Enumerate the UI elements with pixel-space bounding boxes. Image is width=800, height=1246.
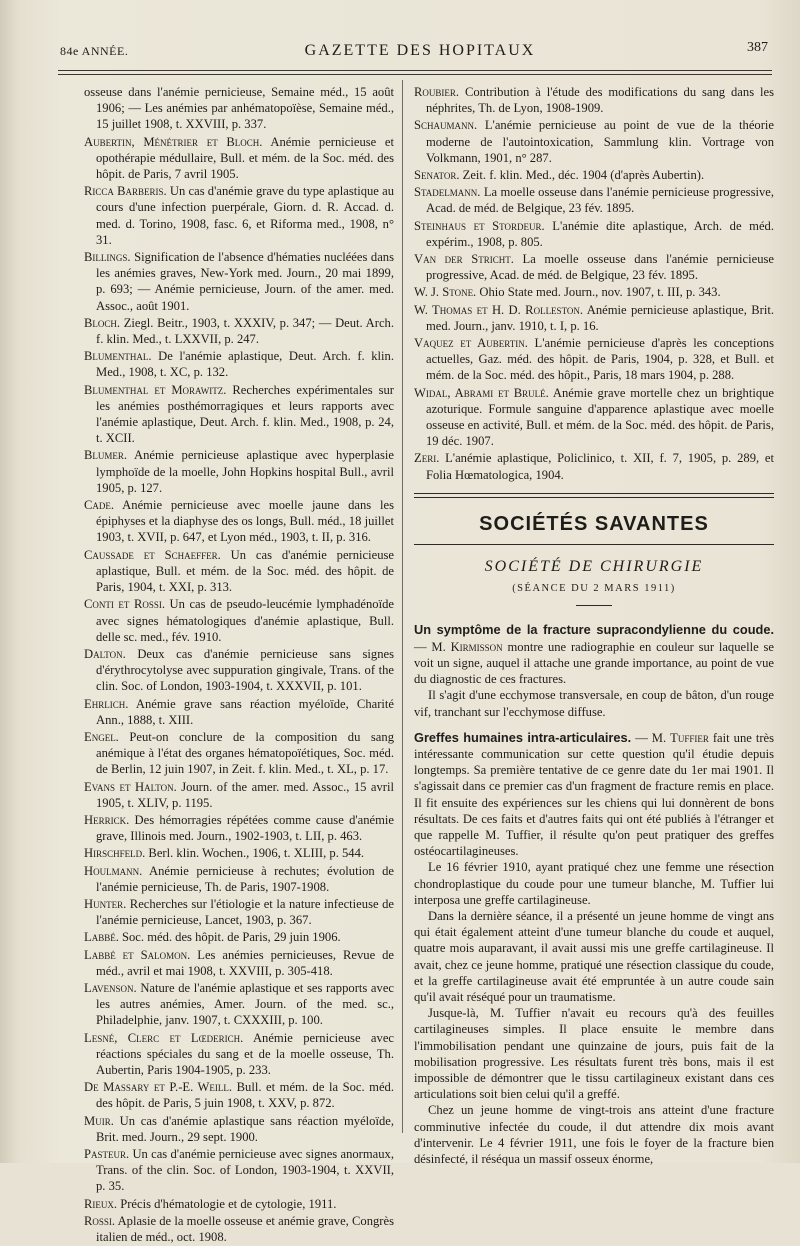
reference-author: Blumenthal. — [84, 349, 152, 364]
reference-entry — [414, 218, 774, 250]
page-header — [58, 32, 782, 72]
reference-entry — [84, 547, 394, 596]
right-column-references — [414, 84, 774, 483]
reference-entry — [84, 1213, 394, 1245]
article-kirmisson-para-2: Il s'agit d'une ecchymose transversale, en coup de bâton, d'un rouge vif, tranchant sur l'ecchymose diffuse. — [414, 688, 774, 719]
reference-author: Engel. — [84, 729, 119, 744]
reference-text: Un cas de pseudo-leucémie lymphadénoïde avec signes hématologiques d'anémie aplastique, Bull. delle sc. med., fév. 1910. — [96, 597, 394, 644]
reference-text: L'anémie aplastique, Policlinico, t. XII, f. 7, 1905, p. 289, et Folia Hœmatologica, 1904. — [426, 451, 774, 482]
reference-text: Signification de l'absence d'hématies nucléées dans les anémies graves, New-York med. Journ., 20 mai 1899, p. 693; — Anémie pernicieuse, Journ. of the amer. med. Assoc., août 1901. — [96, 250, 394, 313]
author-tuffier: Tuffier — [670, 730, 709, 745]
reference-entry — [84, 646, 394, 695]
article-tuffier-para-5: Chez un jeune homme de vingt-trois ans atteint d'une fracture comminutive infectée du coude, il dut attendre dix mois avant d'intervenir. Le 4 février 1911, une fois le foyer de la fracture bien désinfecté, il réséqua un massif osseux énorme, — [414, 1103, 774, 1166]
reference-text: Journ. of the amer. med. Assoc., 15 avril 1905, t. XLIV, p. 1195. — [96, 779, 394, 810]
reference-entry — [84, 249, 394, 314]
column-divider — [402, 80, 403, 1133]
reference-author: Conti et Rossi. — [84, 597, 166, 612]
reference-author: Dalton. — [84, 646, 126, 661]
reference-text: Zeit. f. klin. Med., déc. 1904 (d'après Aubertin). — [459, 168, 705, 183]
society-name: SOCIÉTÉ DE CHIRURGIE — [484, 558, 704, 576]
reference-entry — [84, 134, 394, 183]
reference-text: Un cas d'anémie pernicieuse avec signes anormaux, Trans. of the clin. Soc. of London, 1903-1904, t. XXVII, p. 35. — [96, 1147, 394, 1194]
right-column — [414, 84, 774, 1167]
reference-author: W. Thomas et H. D. Rolleston. — [414, 302, 584, 317]
short-rule — [576, 605, 612, 606]
reference-entry — [84, 382, 394, 447]
article-kirmisson-para-1: Un symptôme de la fracture supracondylienne du coude. — M. Kirmisson montre une radiographie en couleur sur laquelle se voit un signe, auquel il attache une grande importance, au point de vue du diagnostic de ces fractures. — [414, 622, 774, 687]
reference-text: L'anémie dite aplastique, Arch. de méd. expérim., 1908, p. 805. — [426, 218, 774, 249]
reference-text: Anémie pernicieuse et opothérapie médullaire, Bull. et mém. de la Soc. méd. des hôpit. de Paris, 7 avril 1905. — [96, 134, 394, 182]
left-column-references — [84, 84, 394, 1246]
reference-entry — [414, 84, 774, 116]
session-date: (SÉANCE DU 2 MARS 1911) — [512, 583, 676, 595]
reference-author: Pasteur. — [84, 1147, 130, 1161]
issue-label: 84e ANNÉE. — [60, 44, 129, 58]
reference-author: Billings. — [84, 250, 131, 265]
reference-text: Aplasie de la moelle osseuse et anémie grave, Congrès italien de méd., oct. 1908. — [96, 1213, 394, 1245]
reference-entry — [84, 1196, 394, 1212]
reference-text: Des hémorragies répétées comme cause d'anémie grave, Illinois med. Journ., 1902-1903, t. LII, p. 463. — [96, 812, 394, 844]
reference-author: Caussade et Schaeffer. — [84, 547, 221, 562]
reference-entry — [84, 980, 394, 1029]
reference-entry — [414, 167, 774, 183]
reference-text: Deux cas d'anémie pernicieuse sans signes d'érythrocytolyse avec suppuration gingivale, Trans. of the clin. Soc. of London, 1903-1904, t. XXXVII, p. 101. — [96, 646, 394, 694]
reference-author: Roubier. — [414, 85, 460, 99]
reference-entry — [84, 779, 394, 811]
reference-author: Vaquez et Aubertin. — [414, 336, 528, 351]
header-rule — [58, 70, 772, 71]
reference-author: Aubertin, Ménétrier et Bloch. — [84, 134, 263, 149]
journal-title: GAZETTE DES HOPITAUX — [304, 42, 536, 59]
author-kirmisson: Kirmisson — [450, 639, 503, 654]
reference-entry — [84, 1146, 394, 1195]
reference-text: Anémie pernicieuse avec moelle jaune dans les épiphyses et la diaphyse des os longs, Bull. méd., 18 juillet 1903, t. XVII, p. 647, et Lyon méd., 1903, t. II, p. 316. — [96, 498, 394, 545]
reference-author: Schaumann. — [414, 118, 478, 133]
reference-text: Soc. méd. des hôpit. de Paris, 29 juin 1906. — [118, 930, 341, 945]
reference-entry — [84, 183, 394, 248]
reference-text: Un cas d'anémie grave du type aplastique au cours d'une infection puerpérale, Giorn. d. R. Accad. d. med. d. Torino, 1908, fasc. 6, et Riforma med., 1908, n° 31. — [96, 184, 395, 247]
reference-author: Senator. — [414, 168, 460, 183]
reference-text: Anémie grave mortelle chez un brightique azoturique. Formule sanguine d'apparence aplastique avec moelle osseuse en activité, Bull. et mém. de la Soc. méd. des hôpit. de Paris, 19 déc. 1907. — [426, 385, 774, 449]
reference-text: Anémie pernicieuse avec réactions spéciales du sang et de la moelle osseuse, Th. Aubertin, Paris 1904-1905, p. 233. — [96, 1030, 394, 1077]
reference-entry — [84, 497, 394, 546]
article-tuffier-para-1: Greffes humaines intra-articulaires. — M. Tuffier fait une très intéressante communication sur cette question qu'il étudie depuis longtemps. Sa première tentative de ce genre date du 1er mai 1901. Il s'agissait dans ce premier cas d'un fragment de fracture remis en place. Il fit ensuite des expériences sur les chiens qui lui donnèrent de bons résultats. De ces faits et d'autres faits qui ont été publiés à l'étranger et que rappelle M. Tuffier, il résulte qu'on peut pratiquer des greffes ostéocartilagineuses. — [414, 729, 775, 859]
reference-entry — [414, 335, 774, 384]
reference-author: Houlmann. — [84, 863, 143, 878]
reference-text: Contribution à l'étude des modifications du sang dans les néphrites, Th. de Lyon, 1908-1909. — [426, 85, 774, 116]
reference-text: De l'anémie aplastique, Deut. Arch. f. klin. Med., 1908, t. XC, p. 132. — [96, 349, 394, 380]
reference-author: Lesné, Clerc et Lœderich. — [84, 1030, 244, 1045]
section-title: SOCIÉTÉS SAVANTES — [479, 512, 709, 535]
reference-entry — [84, 845, 394, 861]
reference-author: Rieux. — [84, 1196, 118, 1211]
reference-author: Ehrlich. — [84, 696, 129, 711]
section-title-rule — [414, 544, 774, 545]
reference-entry — [84, 696, 394, 728]
reference-entry — [84, 447, 394, 496]
header-rule-secondary — [58, 74, 772, 75]
reference-author: Rossi. — [84, 1213, 116, 1228]
reference-text: Anémie grave sans réaction myéloïde, Charité Ann., 1888, t. XIII. — [96, 696, 394, 727]
reference-entry — [84, 929, 394, 945]
reference-author: W. J. Stone. — [414, 285, 477, 300]
reference-author: De Massary et P.-E. Weill. — [84, 1080, 233, 1095]
reference-author: Ricca Barberis. — [84, 184, 167, 199]
reference-author: Stadelmann. — [414, 185, 481, 200]
reference-entry — [84, 1030, 394, 1079]
page-number: 387 — [747, 40, 768, 55]
reference-entry — [84, 863, 394, 895]
reference-text: osseuse dans l'anémie pernicieuse, Semaine méd., 15 août 1906; — Les anémies par anhématopoïèse, Semaine méd., 15 juillet 1908, t. XXVIII, p. 337. — [84, 85, 394, 132]
reference-entry — [84, 812, 394, 844]
reference-author: Muir. — [84, 1113, 114, 1128]
reference-entry — [84, 1113, 394, 1145]
article-tuffier-para-3: Dans la dernière séance, il a présenté un jeune homme de vingt ans qui était également atteint d'une tumeur blanche du coude et auquel, quatre mois auparavant, il avait aussi mis une greffe cartilagineuse. Il avait, chez ce jeune homme, pratiqué une résection classique du coude, et la greffe cartilagineuse avait été empruntée à un autre coude sain qu'il avait réséqué pour un traumatisme. — [414, 908, 774, 1004]
article-tuffier-para-4: Jusque-là, M. Tuffier n'avait eu recours qu'à des feuilles cartilagineuses simples. Il place ensuite le membre dans l'immobilisation pendant une quinzaine de jours, puis fait de la mobilisation progressive. Les résultats furent très bons, mais il est impossible de démontrer que le tissu cartilagineux existant dans ces articulations soit bien celui qu'il a greffé. — [414, 1006, 774, 1102]
article-tuffier-para-2: Le 16 février 1910, ayant pratiqué chez une femme une résection chondroplastique du coude pour une tumeur blanche, M. Tuffier lui interposa une greffe cartilagineuse. — [414, 860, 774, 907]
reference-entry — [414, 385, 774, 450]
reference-author: Steinhaus et Stordeur. — [414, 218, 545, 233]
reference-text: L'anémie pernicieuse au point de vue de la théorie moderne de l'autointoxication, Sammlung klin. Vortrage von Volkmann, 1901, n° 287. — [426, 118, 774, 165]
article-tuffier-heading: Greffes humaines intra-articulaires. — [414, 729, 632, 745]
reference-author: Widal, Abrami et Brulé. — [414, 385, 549, 400]
reference-text: Les anémies pernicieuses, Revue de méd., avril et mai 1908, t. XXVIII, p. 305-418. — [96, 947, 395, 978]
reference-text: Ohio State med. Journ., nov. 1907, t. III, p. 343. — [476, 285, 721, 300]
reference-entry — [84, 348, 394, 380]
reference-author: Evans et Halton. — [84, 779, 177, 794]
reference-author: Zeri. — [414, 451, 440, 466]
reference-entry — [414, 251, 774, 283]
reference-text: Nature de l'anémie aplastique et ses rapports avec les autres anémies, Amer. Journ. of the med. sc., Philadelphie, janv. 1907, t. CXXXIII, p. 100. — [96, 980, 394, 1028]
reference-author: Blumenthal et Morawitz. — [84, 382, 227, 397]
reference-entry — [84, 729, 394, 778]
reference-text: Un cas d'anémie pernicieuse aplastique, Bull. et mém. de la Soc. méd. des hôpit. de Paris, 1904, t. XXI, p. 313. — [96, 547, 394, 595]
reference-entry — [414, 450, 774, 482]
reference-text: Anémie pernicieuse aplastique avec hyperplasie lymphoïde de la moelle, John Hopkins hospital Bull., avril 1905, p. 127. — [96, 448, 394, 495]
reference-text: Précis d'hématologie et de cytologie, 1911. — [117, 1196, 337, 1211]
reference-entry — [84, 315, 394, 347]
reference-author: Van der Stricht. — [414, 252, 514, 267]
reference-entry — [84, 596, 394, 645]
reference-entry — [414, 302, 774, 334]
reference-text: L'anémie pernicieuse d'après les conceptions actuelles, Gaz. méd. des hôpit. de Paris, 1904, p. 328, et Bull. et mém. de la Soc. méd. des hôpit., Paris, 18 mars 1904, p. 288. — [426, 336, 775, 383]
section-separator — [414, 493, 774, 498]
reference-text: La moelle osseuse dans l'anémie pernicieuse progressive, Acad. de méd. de Belgique, 23 fév. 1895. — [426, 185, 774, 216]
reference-text: Recherches expérimentales sur les anémies posthémorragiques et leurs rapports avec l'anémie aplastique, Deut. Arch. f. klin. Med., 1908, p. 24, t. XCII. — [96, 382, 394, 446]
reference-text: Un cas d'anémie aplastique sans réaction myéloïde, Brit. med. Journ., 29 sept. 1900. — [96, 1113, 394, 1144]
reference-author: Bloch. — [84, 315, 121, 330]
reference-entry — [414, 117, 774, 166]
reference-text: Anémie pernicieuse aplastique, Brit. med. Journ., janv. 1910, t. I, p. 16. — [426, 302, 774, 333]
reference-author: Labbé et Salomon. — [84, 947, 191, 962]
reference-author: Herrick. — [84, 812, 130, 827]
reference-entry — [414, 284, 774, 300]
reference-author: Blumer. — [84, 448, 128, 463]
reference-entry — [84, 896, 394, 928]
reference-entry — [84, 947, 394, 979]
reference-text: Bull. et mém. de la Soc. méd. des hôpit. de Paris, 5 juin 1908, t. XXV, p. 872. — [96, 1080, 394, 1111]
reference-author: Hirschfeld. — [84, 846, 146, 861]
reference-entry — [414, 184, 774, 216]
reference-entry — [84, 84, 394, 133]
reference-text: Berl. klin. Wochen., 1906, t. XLIII, p. 544. — [145, 846, 365, 861]
reference-author: Cade. — [84, 498, 115, 513]
reference-author: Hunter. — [84, 896, 127, 911]
reference-text: Ziegl. Beitr., 1903, t. XXXIV, p. 347; — Deut. Arch. f. klin. Med., t. LXXVII, p. 247. — [96, 315, 394, 347]
reference-author: Lavenson. — [84, 980, 137, 995]
article-kirmisson-heading: Un symptôme de la fracture supracondylienne du coude. — [414, 622, 774, 638]
reference-text: Peut-on conclure de la composition du sang anémique à l'état des organes hématopoïétiques, Soc. méd. de Berlin, 12 juin 1907, in Zeit. f. klin. Med., t. XL, p. 17. — [96, 729, 394, 777]
reference-text: La moelle osseuse dans l'anémie pernicieuse progressive, Acad. de méd. de Belgique, 23 fév. 1895. — [426, 252, 774, 283]
reference-entry — [84, 1079, 394, 1111]
reference-text: Anémie pernicieuse à rechutes; évolution de l'anémie pernicieuse, Th. de Paris, 1907-1908. — [96, 863, 394, 894]
reference-text: Recherches sur l'étiologie et la nature infectieuse de l'anémie pernicieuse, Lancet, 1903, p. 367. — [96, 896, 394, 928]
reference-author: Labbé. — [84, 930, 119, 945]
